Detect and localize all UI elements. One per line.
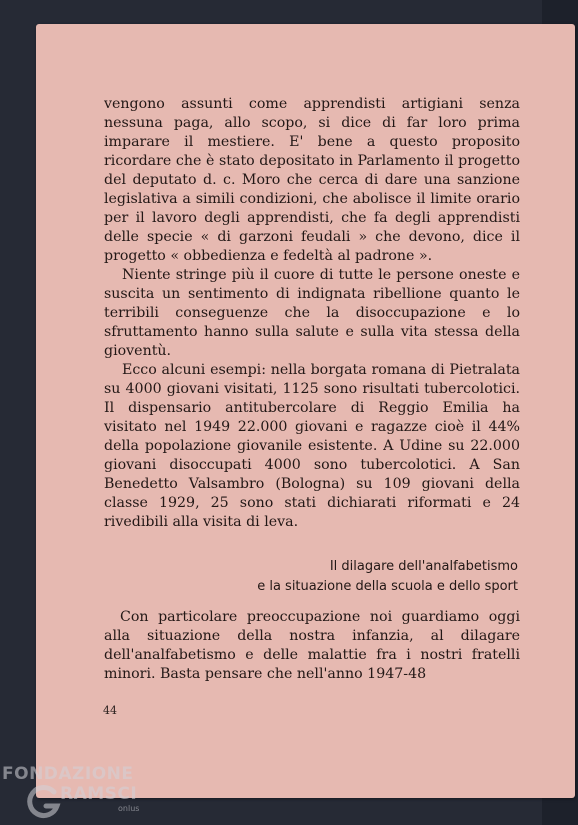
section-heading (150, 557, 518, 597)
watermark-text: FONDAZIONE (2, 764, 134, 784)
heading-line: Il dilagare dell'analfabetismo (329, 559, 518, 574)
paragraph: Con particolare preoccupazione noi guardiamo oggi alla situazione della nostra infanzia, al dilagare dell'analfabetismo e delle malattie fra i nostri fratelli minori. Basta pensare che nell'anno 1947-48 (104, 609, 520, 682)
watermark-logo (2, 762, 162, 822)
g-logo-icon (24, 782, 64, 822)
paragraph: vengono assunti come apprendisti artigiani senza nessuna paga, allo scopo, si dice di far loro prima imparare il mestiere. E' bene a questo proposito ricordare che è stato depositato in Parlamento il progetto del deputato d. c. Moro che cerca di dare una sanzione legislativa a simili condizioni, che abolisce il limite orario per il lavoro degli apprendisti, che fa degli apprendisti delle specie « di garzoni feudali » che devono, dice il progetto « obbedienza e fedeltà al padrone ». (104, 96, 520, 264)
paragraph: Niente stringe più il cuore di tutte le persone oneste e suscita un sentimento di indignata ribellione quanto le terribili conseguenze che la disoccupazione e lo sfruttamento hanno sulla salute e sulla vita stessa della gioventù. (104, 267, 520, 359)
watermark-text: RAMSCI (60, 784, 138, 804)
heading-line: e la situazione della scuola e dello sport (257, 579, 518, 594)
watermark-suffix: onlus (118, 804, 140, 813)
body-text-top (104, 95, 520, 532)
body-text-bottom (104, 608, 520, 684)
paragraph: Ecco alcuni esempi: nella borgata romana di Pietralata su 4000 giovani visitati, 1125 sono risultati tubercolotici. Il dispensario antitubercolare di Reggio Emilia ha visitato nel 1949 22.000 giovani e ragazze cioè il 44% della popolazione giovanile esistente. A Udine su 22.000 giovani disoccupati 4000 sono tubercolotici. A San Benedetto Valsambro (Bologna) su 109 giovani della classe 1929, 25 sono stati dichiarati riformati e 24 rivedibili alla visita di leva. (104, 362, 520, 530)
page-number: 44 (103, 704, 117, 717)
